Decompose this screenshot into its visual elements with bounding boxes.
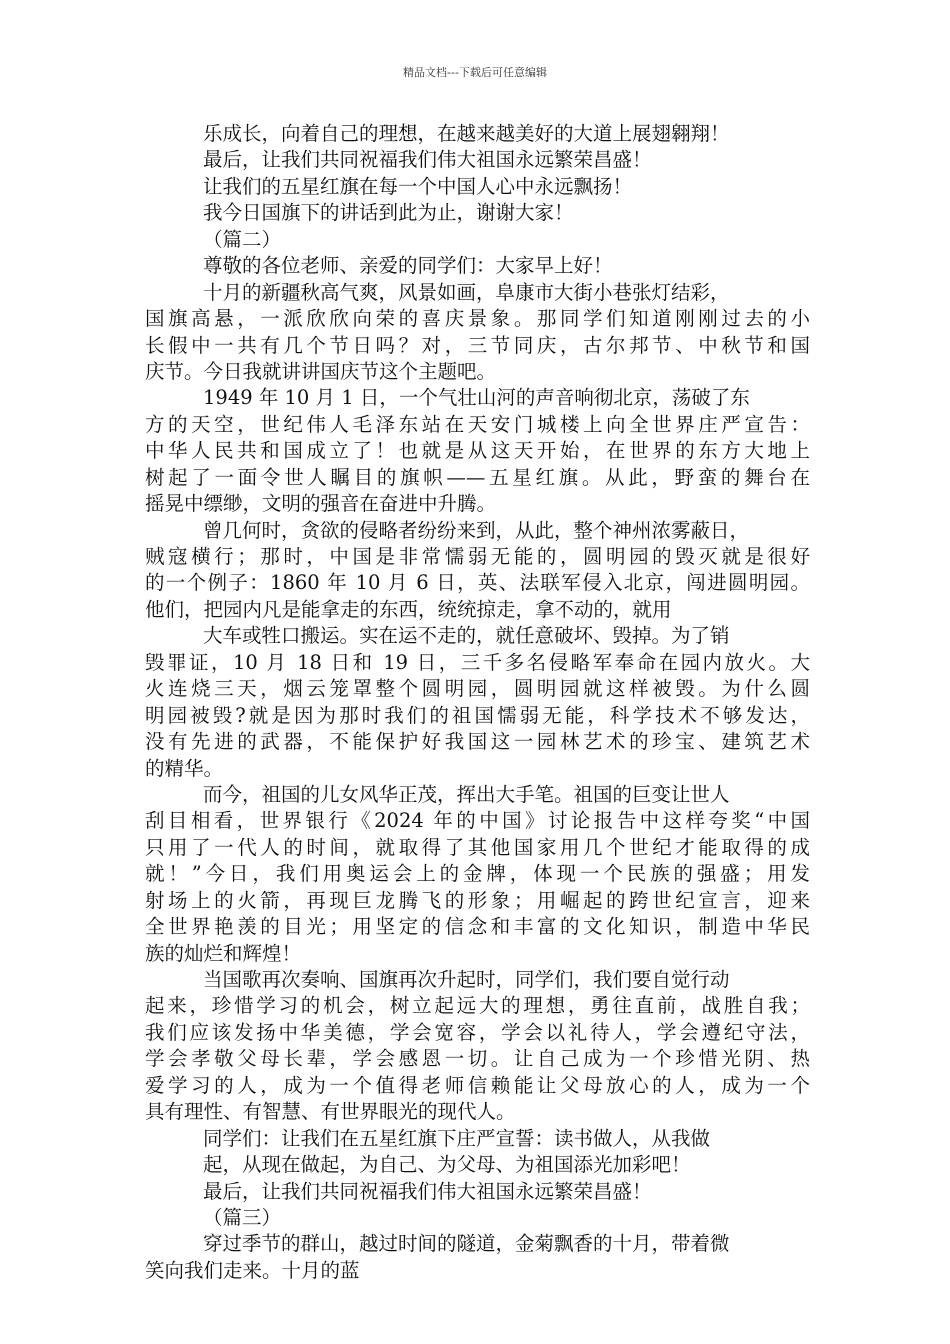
text-line: 十月的新疆秋高气爽，风景如画，阜康市大街小巷张灯结彩， [203,280,730,304]
text-line: 族的灿烂和辉煌！ [145,941,302,965]
text-line: （篇三） [203,1205,282,1229]
text-line: 长假中一共有几个节日吗？对，三节同庆，古尔邦节、中秋节和国 [145,333,810,357]
text-line: 刮目相看，世界银行《2024 年的中国》讨论报告中这样夸奖“中国 [145,809,810,833]
page-header: 精品文档---下载后可任意编辑 [403,66,547,79]
document-body [145,121,810,1284]
text-line: 起来，珍惜学习的机会，树立起远大的理想，勇往直前，战胜自我； [145,994,810,1018]
text-line: 射场上的火箭，再现巨龙腾飞的形象；用崛起的跨世纪宣言，迎来 [145,888,810,912]
text-line: 最后，让我们共同祝福我们伟大祖国永远繁荣昌盛！ [203,148,652,172]
text-line: 明园被毁?就是因为那时我们的祖国懦弱无能，科学技术不够发达， [145,703,810,727]
text-line: 我们应该发扬中华美德，学会宽容，学会以礼待人，学会遵纪守法， [145,1020,810,1044]
text-line: 当国歌再次奏响、国旗再次升起时，同学们，我们要自觉行动 [203,968,730,991]
text-line: 学会孝敬父母长辈，学会感恩一切。让自己成为一个珍惜光阴、热 [145,1047,810,1071]
text-line: 爱学习的人，成为一个值得老师信赖能让父母放心的人，成为一个 [145,1073,810,1097]
text-line: 就！”今日，我们用奥运会上的金牌，体现一个民族的强盛；用发 [145,862,810,886]
text-line: 只用了一代人的时间，就取得了其他国家用几个世纪才能取得的成 [145,835,810,859]
text-line: 具有理性、有智慧、有世界眼光的现代人。 [145,1100,516,1124]
text-line: 国旗高悬，一派欣欣向荣的喜庆景象。那同学们知道刚刚过去的小 [145,307,810,331]
text-line: 没有先进的武器，不能保护好我国这一园林艺术的珍宝、建筑艺术 [145,730,810,754]
text-line: 摇晃中缥缈，文明的强音在奋进中升腾。 [145,492,497,516]
text-line: 中华人民共和国成立了！也就是从这天开始，在世界的东方大地上 [145,439,810,463]
text-line: 而今，祖国的儿女风华正茂，挥出大手笔。祖国的巨变让世人 [203,782,730,806]
text-line: 让我们的五星红旗在每一个中国人心中永远飘扬！ [203,174,633,198]
text-line: 尊敬的各位老师、亲爱的同学们：大家早上好！ [203,254,613,278]
text-line: 1949 年 10 月 1 日，一个气壮山河的声音响彻北京，荡破了东 [203,386,750,410]
text-line: 最后，让我们共同祝福我们伟大祖国永远繁荣昌盛！ [203,1179,652,1203]
text-line: （篇二） [203,227,282,251]
text-line: 方的天空，世纪伟人毛泽东站在天安门城楼上向全世界庄严宣告： [145,412,810,436]
text-line: 贼寇横行；那时，中国是非常懦弱无能的，圆明园的毁灭就是很好 [145,545,810,568]
text-line: 大车或牲口搬运。实在运不走的，就任意破坏、毁掉。为了销 [203,624,730,648]
text-line: 我今日国旗下的讲话到此为止，谢谢大家！ [203,201,574,225]
text-line: 的一个例子：1860 年 10 月 6 日，英、法联军侵入北京，闯进圆明园。 [145,571,810,595]
text-line: 全世界艳羡的目光；用坚定的信念和丰富的文化知识，制造中华民 [145,915,810,939]
text-line: 曾几何时，贪欲的侵略者纷纷来到，从此，整个神州浓雾蔽日， [203,518,750,542]
text-line: 的精华。 [145,756,224,780]
text-line: 起，从现在做起，为自己、为父母、为祖国添光加彩吧！ [203,1153,691,1177]
text-line: 庆节。今日我就讲讲国庆节这个主题吧。 [145,359,497,383]
text-line: 乐成长，向着自己的理想，在越来越美好的大道上展翅翱翔！ [203,122,730,145]
text-line: 树起了一面令世人瞩目的旗帜——五星红旗。从此，野蛮的舞台在 [145,465,810,489]
text-line: 火连烧三天，烟云笼罩整个圆明园，圆明园就这样被毁。为什么圆 [145,677,810,701]
text-line: 穿过季节的群山，越过时间的隧道，金菊飘香的十月，带着微 [203,1232,730,1256]
text-line: 他们，把园内凡是能拿走的东西，统统掠走，拿不动的，就用 [145,597,672,621]
text-line: 笑向我们走来。十月的蓝 [145,1258,360,1282]
text-line: 毁罪证，10 月 18 日和 19 日，三千多名侵略军奉命在园内放火。大 [145,650,810,674]
text-line: 同学们：让我们在五星红旗下庄严宣誓：读书做人，从我做 [203,1126,711,1150]
